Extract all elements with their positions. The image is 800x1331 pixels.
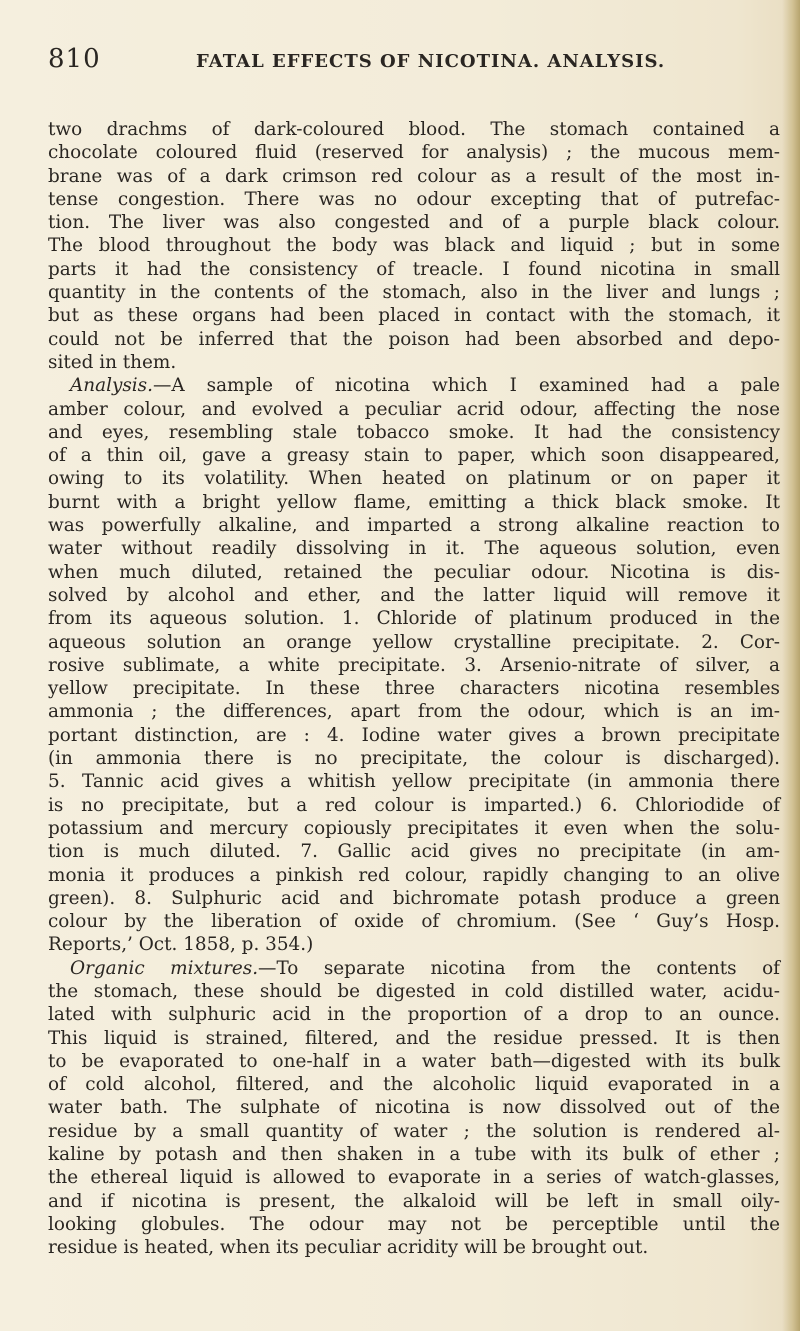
text-line: quantity in the contents of the stomach, also in the liver and lungs ; bbox=[48, 282, 780, 304]
text-line: brane was of a dark crimson red colour as a result of the most in- bbox=[48, 165, 780, 187]
paragraph-organic-mixtures bbox=[48, 957, 780, 1260]
text-line: Reports,’ Oct. 1858, p. 354.) bbox=[48, 934, 314, 956]
text-line: monia it produces a pinkish red colour, rapidly changing to an olive bbox=[48, 864, 780, 886]
text-line: water bath. The sulphate of nicotina is now dissolved out of the bbox=[48, 1097, 780, 1119]
text-line bbox=[48, 374, 780, 397]
section-heading-organic-mixtures: Organic mixtures. bbox=[70, 957, 259, 979]
text-line: the ethereal liquid is allowed to evaporate in a series of watch-glasses, bbox=[48, 1167, 780, 1189]
text-line: and eyes, resembling stale tobacco smoke. It had the consistency bbox=[48, 421, 780, 443]
text-line: (in ammonia there is no precipitate, the colour is discharged). bbox=[48, 748, 780, 770]
text-run: —To separate nicotina from the contents of bbox=[258, 957, 780, 979]
text-line: potassium and mercury copiously precipitates it even when the solu- bbox=[48, 817, 780, 839]
text-line: chocolate coloured fluid (reserved for analysis) ; the mucous mem- bbox=[48, 142, 780, 164]
text-line: water without readily dissolving in it. The aqueous solution, even bbox=[48, 538, 780, 560]
running-title: FATAL EFFECTS OF NICOTINA. ANALYSIS. bbox=[196, 51, 666, 72]
text-line: kaline by potash and then shaken in a tube with its bulk of ether ; bbox=[48, 1144, 780, 1166]
text-line: was powerfully alkaline, and imparted a strong alkaline reaction to bbox=[48, 515, 780, 537]
page-number: 810 bbox=[48, 44, 101, 74]
text-line: the stomach, these should be digested in cold distilled water, acidu- bbox=[48, 980, 780, 1002]
text-line: of a thin oil, gave a greasy stain to paper, which soon disappeared, bbox=[48, 445, 780, 467]
text-line: tion is much diluted. 7. Gallic acid gives no precipitate (in am- bbox=[48, 841, 780, 863]
text-line: owing to its volatility. When heated on platinum or on paper it bbox=[48, 468, 780, 490]
text-line: residue by a small quantity of water ; the solution is rendered al- bbox=[48, 1120, 780, 1142]
text-line: yellow precipitate. In these three characters nicotina resembles bbox=[48, 678, 780, 700]
text-line: tense congestion. There was no odour excepting that of putrefac- bbox=[48, 188, 780, 210]
body-text bbox=[48, 118, 780, 1260]
text-line: looking globules. The odour may not be perceptible until the bbox=[48, 1213, 780, 1235]
text-line: burnt with a bright yellow flame, emitting a thick black smoke. It bbox=[48, 491, 780, 513]
text-line: 5. Tannic acid gives a whitish yellow precipitate (in ammonia there bbox=[48, 771, 780, 793]
text-line: of cold alcohol, filtered, and the alcoholic liquid evaporated in a bbox=[48, 1074, 780, 1096]
text-line: residue is heated, when its peculiar acridity will be brought out. bbox=[48, 1237, 649, 1259]
text-line: colour by the liberation of oxide of chromium. (See ‘ Guy’s Hosp. bbox=[48, 911, 780, 933]
text-line: from its aqueous solution. 1. Chloride of platinum produced in the bbox=[48, 608, 780, 630]
text-line: could not be inferred that the poison had been absorbed and depo- bbox=[48, 328, 780, 350]
text-line: to be evaporated to one-half in a water bath—digested with its bulk bbox=[48, 1050, 780, 1072]
text-line: tion. The liver was also congested and of a purple black colour. bbox=[48, 212, 780, 234]
page-header bbox=[48, 44, 748, 80]
text-line: sited in them. bbox=[48, 351, 177, 373]
text-line: portant distinction, are : 4. Iodine water gives a brown precipitate bbox=[48, 724, 780, 746]
text-line: parts it had the consistency of treacle. I found nicotina in small bbox=[48, 258, 780, 280]
text-line: two drachms of dark-coloured blood. The stomach contained a bbox=[48, 119, 780, 140]
text-line: but as these organs had been placed in contact with the stomach, it bbox=[48, 305, 780, 327]
text-line: and if nicotina is present, the alkaloid will be left in small oily- bbox=[48, 1190, 780, 1212]
text-line: lated with sulphuric acid in the proportion of a drop to an ounce. bbox=[48, 1004, 780, 1026]
text-line: solved by alcohol and ether, and the latter liquid will remove it bbox=[48, 584, 780, 606]
text-line: rosive sublimate, a white precipitate. 3. Arsenio-nitrate of silver, a bbox=[48, 654, 780, 676]
text-line: This liquid is strained, filtered, and the residue pressed. It is then bbox=[48, 1027, 780, 1049]
paragraph-continuation bbox=[48, 118, 780, 374]
text-line: green). 8. Sulphuric acid and bichromate potash produce a green bbox=[48, 887, 780, 909]
text-line: amber colour, and evolved a peculiar acrid odour, affecting the nose bbox=[48, 398, 780, 420]
text-line: is no precipitate, but a red colour is imparted.) 6. Chloriodide of bbox=[48, 794, 780, 816]
text-line: The blood throughout the body was black and liquid ; but in some bbox=[48, 235, 780, 257]
text-line: aqueous solution an orange yellow crystalline precipitate. 2. Cor- bbox=[48, 631, 780, 653]
paragraph-analysis bbox=[48, 374, 780, 956]
text-line: ammonia ; the differences, apart from the odour, which is an im- bbox=[48, 701, 780, 723]
section-heading-analysis: Analysis. bbox=[70, 375, 153, 397]
text-line bbox=[48, 957, 780, 980]
page-edge-shadow bbox=[782, 0, 800, 1331]
text-run: —A sample of nicotina which I examined had a pale bbox=[152, 375, 780, 397]
text-line: when much diluted, retained the peculiar odour. Nicotina is dis- bbox=[48, 561, 780, 583]
